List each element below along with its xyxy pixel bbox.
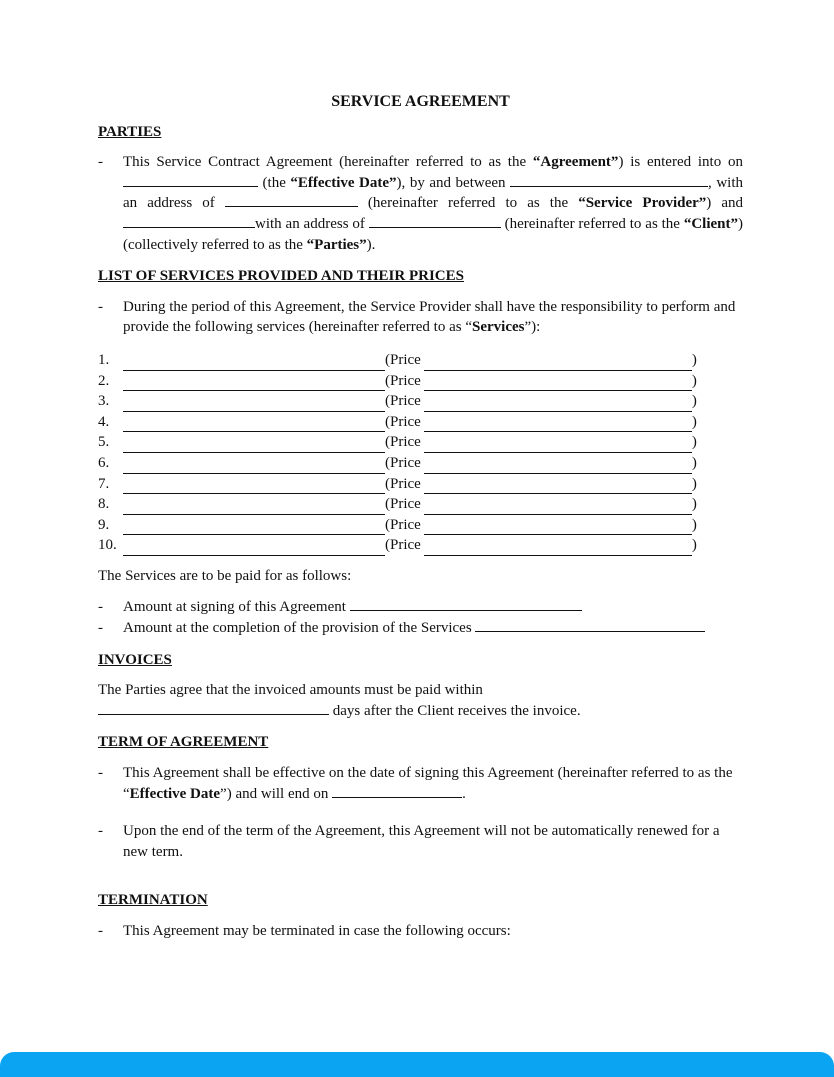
service-number: 3.: [98, 393, 110, 410]
service-price-blank[interactable]: [424, 375, 692, 391]
bullet-dash: -: [98, 765, 103, 782]
service-name-blank[interactable]: [123, 499, 385, 515]
service-price-blank[interactable]: [424, 355, 692, 371]
service-price-blank[interactable]: [424, 416, 692, 432]
text: This Agreement shall be effective on the date of signing this Agreement (hereinafter referred to as the “: [123, 765, 733, 802]
text: ) (collectively referred to as the: [123, 215, 744, 253]
service-price-blank[interactable]: [424, 519, 692, 535]
service-row: [98, 350, 743, 371]
client-address-blank[interactable]: [369, 214, 501, 228]
service-row: [98, 432, 743, 453]
service-name-blank[interactable]: [123, 478, 385, 494]
bullet-dash: -: [98, 923, 103, 939]
price-label: (Price: [385, 434, 421, 451]
service-row: [98, 453, 743, 474]
price-label: (Price: [385, 372, 421, 389]
text: (hereinafter referred to as the: [500, 215, 684, 232]
signing-amount-blank[interactable]: [350, 597, 582, 611]
service-row: [98, 535, 743, 556]
price-close: ): [691, 454, 697, 471]
price-label: (Price: [385, 413, 421, 430]
price-close: ): [691, 413, 697, 430]
service-name-blank[interactable]: [123, 396, 385, 412]
service-row: [98, 391, 743, 412]
service-name-blank[interactable]: [123, 540, 385, 556]
footer-accent-bar: [0, 1052, 834, 1077]
termination-heading: TERMINATION: [98, 892, 208, 909]
service-name-blank[interactable]: [123, 355, 385, 371]
service-row: [98, 371, 743, 392]
parties-paragraph: [98, 152, 743, 255]
service-name-blank[interactable]: [123, 437, 385, 453]
service-number: 7.: [98, 475, 110, 492]
term-effective-date: “Effective Date”: [290, 174, 397, 191]
term-client: “Client”: [683, 215, 739, 232]
service-number: 4.: [98, 413, 110, 430]
service-number: 5.: [98, 434, 110, 451]
service-number: 1.: [98, 351, 110, 368]
text: This Agreement may be terminated in case the following occurs:: [123, 923, 511, 939]
service-price-blank[interactable]: [424, 540, 692, 556]
text: Amount at signing of this Agreement: [123, 599, 350, 616]
service-name-blank[interactable]: [123, 375, 385, 391]
text: ) is entered into on: [618, 154, 743, 171]
document-title: SERVICE AGREEMENT: [331, 93, 510, 110]
bullet-dash: -: [98, 154, 103, 171]
service-number: 8.: [98, 496, 110, 513]
text: During the period of this Agreement, the Service Provider shall have the responsibility to perform and provide the following services (hereinafter referred to as “: [123, 298, 736, 336]
service-row: [98, 474, 743, 495]
payment-item-signing: [98, 597, 743, 618]
service-row: [98, 515, 743, 536]
price-close: ): [691, 537, 697, 554]
service-price-blank[interactable]: [424, 437, 692, 453]
provider-name-blank[interactable]: [510, 173, 708, 187]
term-heading: TERM OF AGREEMENT: [98, 734, 269, 751]
text: ”) and will end on: [220, 785, 333, 802]
text: This Service Contract Agreement (hereinafter referred to as the: [123, 154, 533, 171]
price-close: ): [691, 516, 697, 533]
price-label: (Price: [385, 496, 421, 513]
term-effective-date: Effective Date: [129, 785, 221, 802]
text: with an address of: [255, 215, 369, 232]
payment-intro: The Services are to be paid for as follows:: [98, 567, 352, 584]
bullet-dash: -: [98, 823, 103, 840]
services-heading: LIST OF SERVICES PROVIDED AND THEIR PRICES: [98, 268, 464, 285]
text: (the: [258, 174, 291, 191]
price-label: (Price: [385, 393, 421, 410]
service-number: 6.: [98, 454, 110, 471]
service-number: 10.: [98, 537, 117, 554]
term-paragraph: [98, 763, 743, 804]
completion-amount-blank[interactable]: [475, 618, 705, 632]
services-paragraph: [98, 297, 743, 338]
price-close: ): [691, 372, 697, 389]
service-name-blank[interactable]: [123, 416, 385, 432]
service-price-blank[interactable]: [424, 499, 692, 515]
price-label: (Price: [385, 454, 421, 471]
service-price-blank[interactable]: [424, 478, 692, 494]
text: , with an address of: [123, 174, 743, 212]
price-close: ): [691, 475, 697, 492]
price-label: (Price: [385, 537, 421, 554]
price-close: ): [691, 496, 697, 513]
service-name-blank[interactable]: [123, 458, 385, 474]
term-parties: “Parties”: [306, 236, 367, 253]
termination-paragraph: [98, 921, 743, 942]
text: ), by and between: [396, 174, 511, 191]
price-label: (Price: [385, 516, 421, 533]
text: days after the Client receives the invoice.: [329, 702, 581, 719]
provider-address-blank[interactable]: [225, 193, 358, 207]
price-close: ): [691, 434, 697, 451]
service-row: [98, 412, 743, 433]
effective-date-blank[interactable]: [123, 173, 258, 187]
price-close: ): [691, 351, 697, 368]
document-page: [98, 92, 743, 942]
client-name-blank[interactable]: [123, 214, 255, 228]
text: ) and: [706, 195, 744, 212]
service-number: 2.: [98, 372, 110, 389]
invoices-heading: INVOICES: [98, 651, 172, 668]
service-price-blank[interactable]: [424, 458, 692, 474]
text: .: [462, 785, 466, 802]
term-service-provider: “Service Provider”: [578, 195, 707, 212]
price-label: (Price: [385, 475, 421, 492]
payment-days-blank[interactable]: [98, 701, 329, 715]
invoices-paragraph: [98, 680, 743, 721]
text: (hereinafter referred to as the: [357, 195, 579, 212]
parties-heading: PARTIES: [98, 123, 162, 140]
text: ).: [366, 236, 376, 253]
price-close: ): [691, 393, 697, 410]
text: The Parties agree that the invoiced amounts must be paid within: [98, 682, 483, 699]
term-services: Services: [472, 319, 525, 336]
renewal-paragraph: [98, 821, 743, 862]
text: Upon the end of the term of the Agreement, this Agreement will not be automatically renewed for a new term.: [123, 823, 720, 860]
bullet-dash: -: [98, 620, 103, 637]
bullet-dash: -: [98, 298, 103, 315]
text: Amount at the completion of the provision of the Services: [123, 620, 476, 637]
service-name-blank[interactable]: [123, 519, 385, 535]
service-row: [98, 494, 743, 515]
text: ”):: [524, 319, 541, 336]
payment-item-completion: [98, 618, 743, 639]
service-price-blank[interactable]: [424, 396, 692, 412]
term-agreement: “Agreement”: [532, 154, 619, 171]
price-label: (Price: [385, 351, 421, 368]
services-list: [98, 350, 743, 556]
bullet-dash: -: [98, 599, 103, 616]
service-number: 9.: [98, 516, 110, 533]
end-date-blank[interactable]: [332, 784, 462, 798]
